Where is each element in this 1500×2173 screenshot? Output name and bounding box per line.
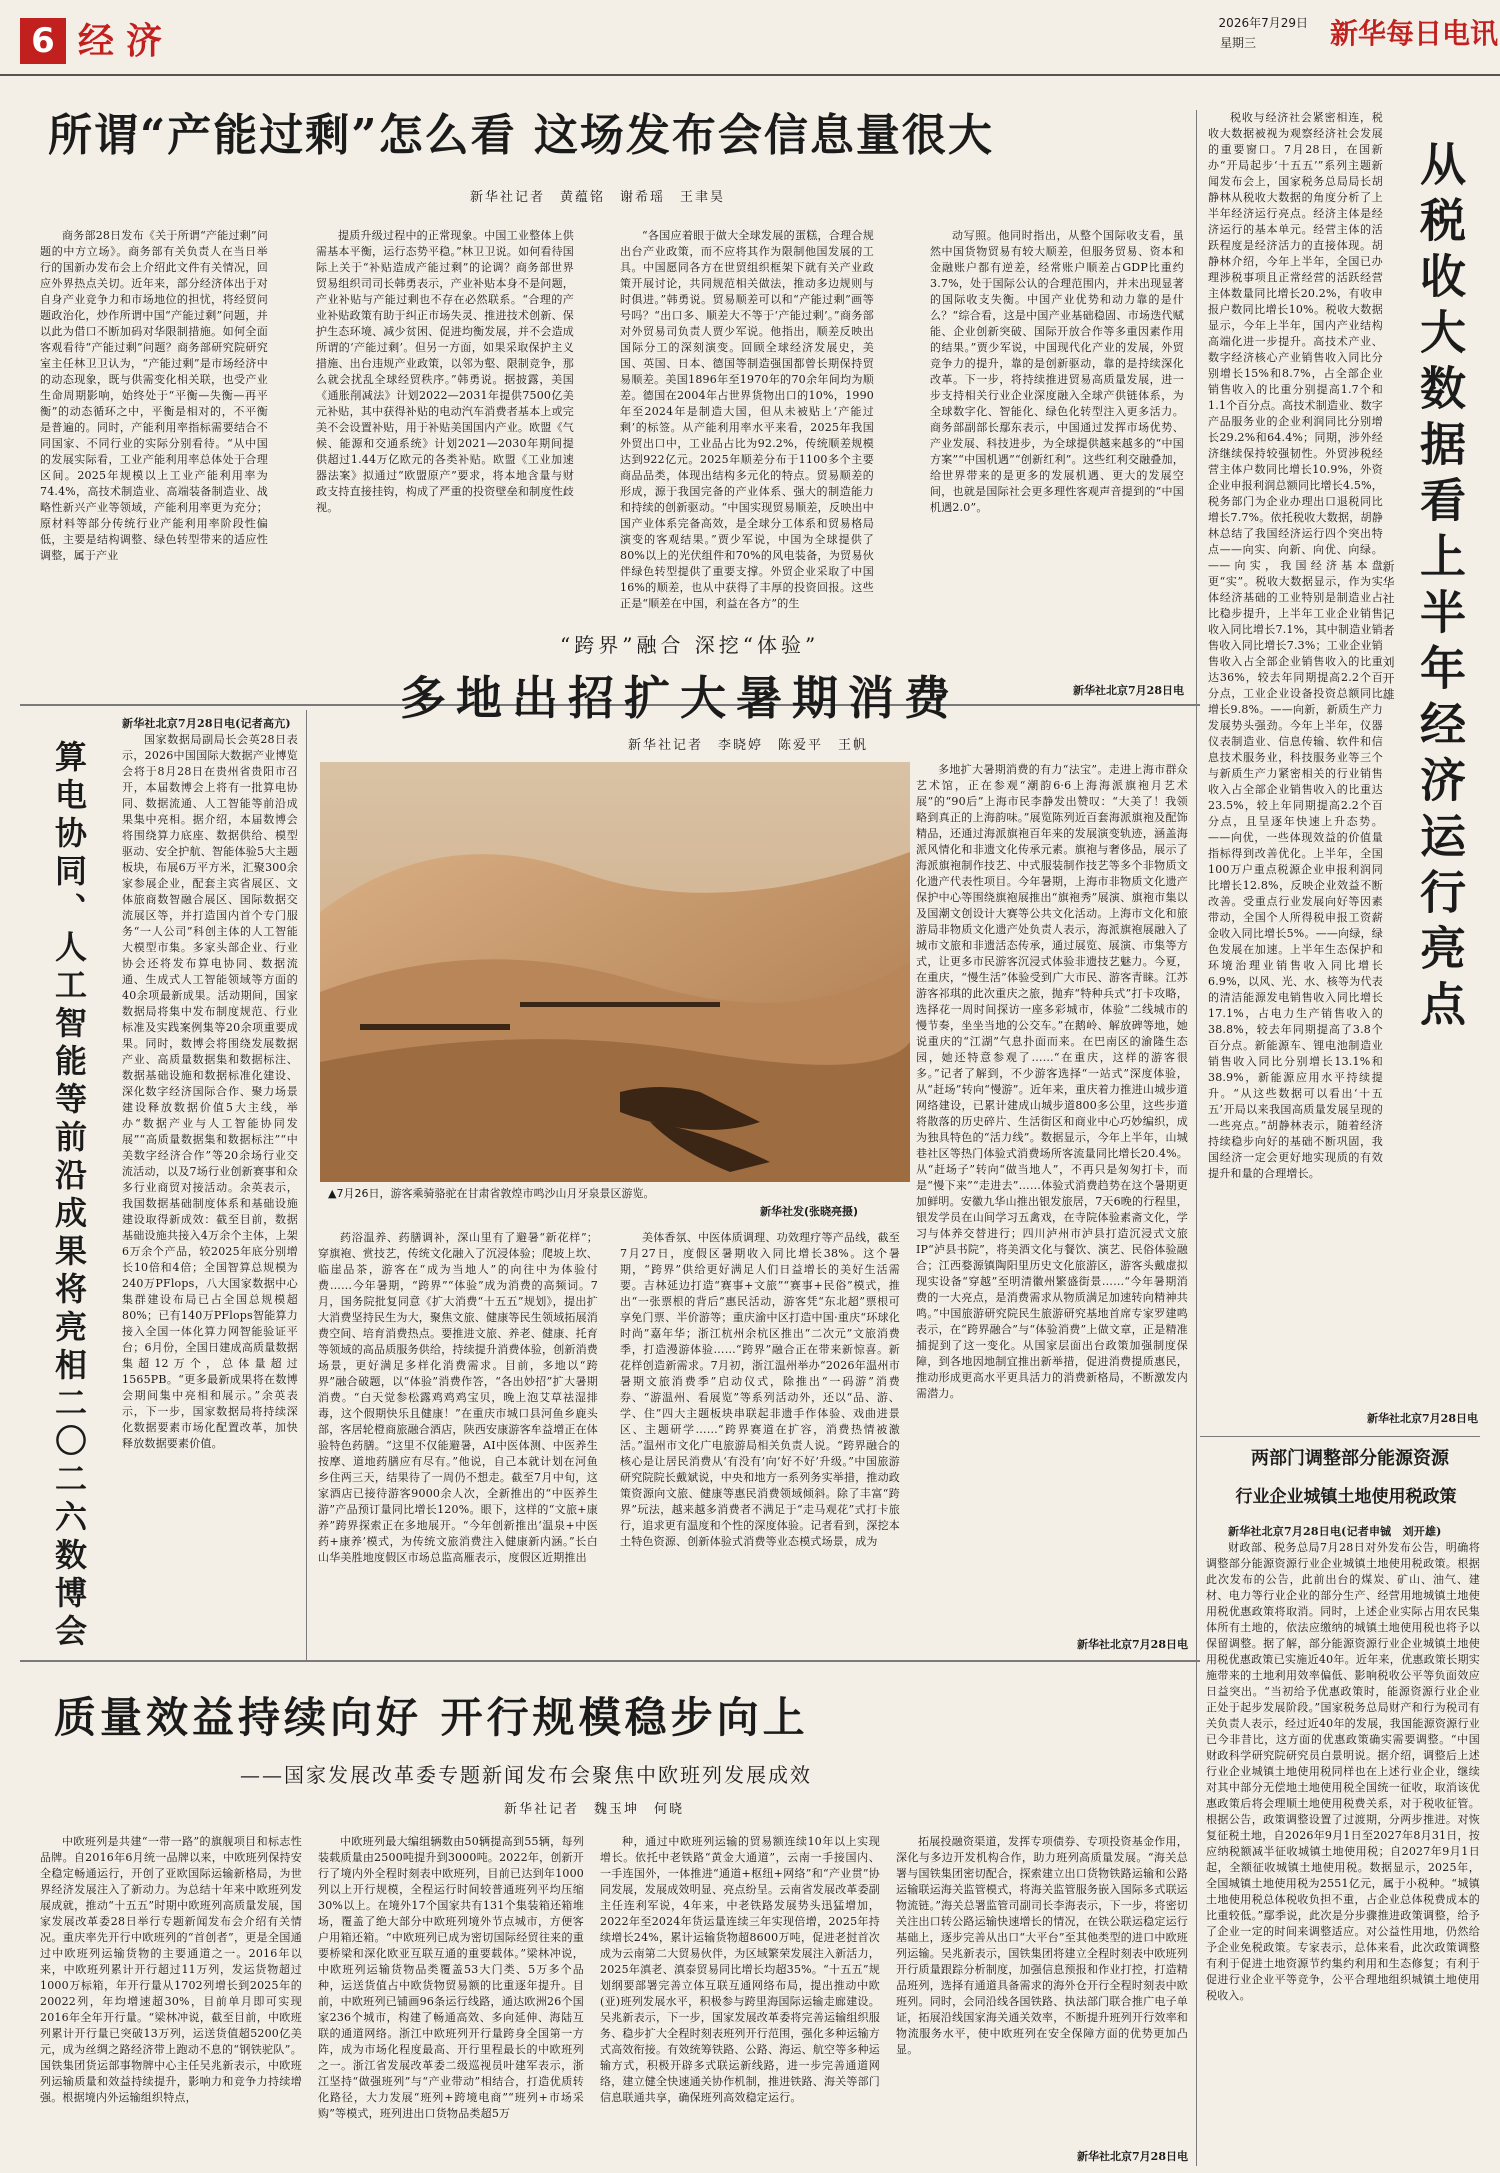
- right2-body: 新华社北京7月28日电(记者申铖 刘开雄) 财政部、税务总局7月28日对外发布公告，明确将调整部分能源资源行业企业城镇土地使用税政策。根据此次发布的公告，此前出台的煤炭、矿山、油气、建材、电力等行业企业的部分生产、经营用地城镇土地使用税优惠政策将取消。同时，上述企业实际占用农民集体所有土地的，依法应缴纳的城镇土地使用税也将予以保留调整。据了解，部分能源资源行业企业城镇土地使用税优惠政策已实施近40年。近年来，优惠政策长期实施带来的土地利用效率偏低、影响税收公平等负面效应日益突出。“当初给予优惠政策时，能源资源行业企业正处于起步发展阶段。”国家税务总局财产和行为税司有关负责人表示，经过近40年的发展，我国能源资源行业已今非昔比，这方面的优惠政策确实需要调整。“中国财政科学研究院研究员白景明说。据介绍，调整后上述行业企业城镇土地使用税同样也在上述行业企业，继续对其中部分无偿地土地使用税全国统一征收，取消该优惠政策后将会理顺土地使用税费关系，对于税收征管。根据公告，政策调整设置了过渡期，分两步推进。对恢复征税土地，自2026年9月1日至2027年8月31日，按应纳税额减半征收城镇土地使用税；自2027年9月1日起，全额征收城镇土地使用税。数据显示，2025年，全国城镇土地使用税为2551亿元，属于小税种。“城镇土地使用税总体税收负担不重，占企业总体税费成本的比重较低。”鄢季说，此次是分步骤推进政策调整，给予了企业一定的时间来调整适应。对公益性用地，仍然给予企业免税政策。专家表示，总体来看，此次政策调整有利于促进土地资源节约集约利用和生态修复；有利于促进行业企业平等竞争，公平合理地组织城镇土地使用税收入。: [1206, 1525, 1480, 2002]
- bottom-byline: 新华社记者 魏玉坤 何晓: [504, 1802, 685, 1817]
- article1-title: 所谓“产能过剩”怎么看 这场发布会信息量很大: [48, 110, 994, 161]
- article1-col4: 动写照。他同时指出，从整个国际收支看，虽然中国货物贸易有较大顺差，但服务贸易、资本和金融账户都有逆差，经常账户顺差占GDP比重约3.7%，处于国际公认的合理范围内，并未出现显著的国际收支失衡。中国产业优势和动力靠的是什么？“综合看，这是中国产业基础稳固、市场迭代赋能、企业创新突破、国际开放合作等多重因素作用的结果。”贾少军说，中国现代化产业的发展，外贸竞争力的提升，靠的是创新驱动，靠的是持续深化改革。下一步，将持续推进贸易高质量发展，进一步支持相关行业企业深度融入全球产供链体系，为全球数字化、智能化、绿色化转型注入更多活力。商务部副部长鄢东表示，中国通过发挥市场优势、产业发展、科技进步，为全球提供越来越多的“中国方案”“中国机遇”“创新红利”。这些红利交融叠加，给世界带来的是更多的发展机遇、更大的发展空间，也就是国际社会更多理性客观声音提到的“中国机遇2.0”。: [930, 229, 1184, 514]
- right1-body: 税收与经济社会紧密相连，税收大数据被视为观察经济社会发展的重要窗口。7月28日，在国新办“开局起步‘十五五’”系列主题新闻发布会上，国家税务总局局长胡静林从税收大数据的角度分析了上半年经济运行亮点。经济主体是经济运行的基本单元。经营主体的活跃程度是经济活力的直接体现。胡静林介绍，今年上半年，全国已办理涉税事项且正常经营的活跃经营主体数量同比增长20.2%，有收申报户数同比增长10%。税收大数据显示，今年上半年，国内产业结构高端化进一步提升。高技术产业、数字经济核心产业销售收入同比分别增长15%和8.7%，占全部企业销售收入的比重分别提高1.7个和1.1个百分点。高技术制造业、数字产品服务业的企业利润同比分别增长29.2%和64.4%；同期，涉外经济继续保持较强韧性。外贸涉税经营主体户数同比增长10.9%，外资企业申报利润总额同比增长4.5%，税务部门为企业办理出口退税同比增长7.7%。依托税收大数据，胡静林总结了我国经济运行四个突出特点——向实、向新、向优、向绿。——向实，我国经济基本盘更“实”。税收大数据显示，作为实体经济基础的工业特别是制造业占比稳步提升，上半年工业企业销售收入同比增长7.1%，其中制造业销售收入同比增长7.3%；工业企业销售收入占全部企业销售收入的比重达36%，较去年同期提高2.2个百分点，工业企业设备投资总额同比增长9.8%。——向新，新质生产力发展势头强劲。今年上半年，仪器仪表制造业、信息传输、软件和信息技术服务业，科技服务业等三个与新质生产力紧密相关的行业销售收入占全部企业销售收入的比重达23.5%，较上年同期提高2.2个百分点，且呈逐年快速上升态势。——向优，一些体现效益的价值量指标得到改善优化。上半年，全国100万户重点税源企业申报利润同比增长12.8%，反映企业效益不断改善。受重点行业发展向好等因素带动，全国个人所得税申报工资薪金收入同比增长5%。——向绿，绿色发展在加速。上半年生态保护和环境治理业销售收入同比增长6.9%，以风、光、水、核等为代表的清洁能源发电销售收入同比增长17.1%，占电力生产销售收入的38.8%，较去年同期提高了3.8个百分点。新能源车、锂电池制造业销售收入同比分别增长13.1%和38.9%，新能源应用水平持续提升。“从这些数据可以看出‘十五五’开局以来我国高质量发展呈现的一些亮点。”胡静林表示，随着经济持续稳步向好的基础不断巩固，我国经济一定会更好地实现质的有效提升和量的合理增长。: [1208, 111, 1383, 1180]
- divider-left-vertical: [306, 710, 307, 1660]
- divider-right2: [1200, 1436, 1480, 1437]
- left-article-title: 算电协同、人工智能等前沿成果将亮相二〇二六数博会: [50, 740, 88, 1652]
- article1-col1: 商务部28日发布《关于所谓“产能过剩”问题的中方立场》。商务部有关负责人在当日举行的国新办发布会上介绍此文件有关情况，回应外界热点关切。近年来，部分经济体出于对自身产业竞争力和市场地位的担忧，将经贸问题政治化，炒作所谓中国“产能过剩”问题，并以此为借口不断加码对华限制措施。如何全面客观看待“产能过剩”问题？商务部研究院研究室主任林卫卫认为，“产能过剩”是市场经济中的动态现象，既与供需变化相关联，也受产业生命周期影响，始终处于“平衡—失衡—再平衡”的动态循环之中，平衡是相对的，不平衡是普遍的。同时，产能利用率指标需要结合不同国家、不同行业的实际分别看待。“从中国的发展实际看，工业产能利用率总体处于合理区间。2025年规模以上工业产能利用率为74.4%，高技术制造业、高端装备制造业、战略性新兴产业等领域，产能利用率更为充分；原材料等部分传统行业产能利用率阶段性偏低，主要是结构调整、绿色转型带来的适应性调整，属于产业: [40, 229, 268, 562]
- right2-title-line2: 行业企业城镇土地使用税政策: [1235, 1487, 1457, 1507]
- center-byline: 新华社记者 李晓婷 陈爱平 王帆: [628, 738, 869, 753]
- left-article-body: 新华社北京7月28日电(记者高亢) 国家数据局副局长会英28日表示，2026中国国际大数据产业博览会将于8月28日在贵州省贵阳市召开，本届数博会上将有一批算电协同、数据流通、人工智能等前沿成果集中亮相。据介绍，本届数博会将围绕算力底座、数据供给、模型驱动、安全护航、智能体验5大主题板块，布展6万平方米，汇聚300余家参展企业，配套主宾省展区、文体旅商数智融合展区、国际数据交流展区等，并打造国内首个专门服务“一人公司”科创主体的人工智能大模型市集。多家头部企业、行业协会还将发布算电协同、数据流通、生成式人工智能领域等方面的40余项最新成果。活动期间，国家数据局将集中发布制度规范、行业标准及实践案例集等20余项重要成果。同时，数博会将围绕发展数据产业、高质量数据集和数据标注、数据基础设施和数据标准化建设、深化数字经济国际合作、聚力场景建设释放数据价值5大主线，举办“数据产业与人工智能协同发展”“高质量数据集和数据标注”“中美数字经济合作”等20余场行业交流活动，以及7场行业创新赛事和众多行业商贸对接活动。余英表示，我国数据基础制度体系和基础设施建设取得新成效：截至目前，数据基础设施共接入4万余个主体，上架6万余个产品，较2025年底分别增长10倍和4倍；全国智算总规模为240万PFlops，八大国家数据中心集群建设布局已占全国总规模超80%；已有140万PFlops智能算力接入全国一体化算力网智能验证平台；6月份，全国日建成高质量数据集超12万个，总体量超过1565PB。“更多最新成果将在数博会期间集中亮相和展示。”余英表示，下一步，国家数据局将持续深化数据要素市场化配置改革，加快释放数据要素价值。: [122, 717, 298, 1450]
- right1-byline: 新华社记者 刘开雄: [1381, 560, 1395, 704]
- bottom-title: 质量效益持续向好 开行规模稳步向上: [54, 1693, 809, 1742]
- page-header: [0, 0, 1500, 76]
- issue-weekday: 星期三: [1220, 36, 1257, 50]
- bottom-col4: 拓展投融资渠道，发挥专项债券、专项投资基金作用，深化与多边开发机构合作，助力班列高质量发展。“海关总署与国铁集团密切配合，探索建立出口货物铁路运输和公路运输联运海关监管模式，将海关监管服务嵌入国际多式联运物流链。”海关总署监管司副司长李海表示，下一步，将密切关注出口转公路运输快速增长的情况，在铁公联运稳定运行基础上，逐步完善从出口“大平台”至其他类型的进口中欧班列运输。吴兆新表示，国铁集团将建立全程时刻表中欧班列开行质量跟踪分析制度，加强信息预报和作业打控，打造精品班列，选择有通道具备需求的海外仓开行全程时刻表中欧班列。同时，会同沿线各国铁路、执法部门联合推广电子单证，拓展沿线国家海关通关效率，不断提升班列开行效率和物流服务水平，使中欧班列在安全保障方面的优势更加凸显。: [896, 1835, 1188, 2056]
- issue-date: 2026年7月29日: [1218, 16, 1308, 30]
- article1-sign: 新华社北京7月28日电: [1073, 684, 1184, 697]
- center-sign: 新华社北京7月28日电: [1077, 1638, 1188, 1651]
- divider-right-vertical: [1196, 110, 1197, 1440]
- bottom-col1: 中欧班列是共建“一带一路”的旗舰项目和标志性品牌。自2016年6月统一品牌以来，中欧班列保持安全稳定畅通运行，开创了亚欧国际运输新格局，为世界经济发展注入了新动力。为总结十年来中欧班列发展成就，推动“十五五”时期中欧班列高质量发展，国家发展改革委28日举行专题新闻发布会介绍有关情况。重庆率先开行中欧班列的“首创者”，更是全国通过中欧班列运输货物的主要通道之一。2016年以来，中欧班列累计开行超过11万列，发运货物超过1000万标箱，年开行量从1702列增长到2025年的20022列，年均增速超30%，目前单月即可实现2016年全年开行量。“梁林冲说，截至目前，中欧班列累计开行量已突破13万列，运送货值超5200亿美元，成为丝绸之路经济带上跑动不息的“钢铁驼队”。国铁集团货运部事物牌中心主任吴兆新表示，中欧班列运输质量和效益持续提升，影响力和竞争力持续增强。根据境内外运输组织特点，: [40, 1835, 302, 2104]
- article1-col3: “各国应着眼于做大全球发展的蛋糕，合理合规出台产业政策，而不应将其作为限制他国发展的工具。中国愿同各方在世贸组织框架下就有关产业政策开展讨论，共同规范相关做法，推动多边规则与时俱进。”韩勇说。贸易顺差可以和“产能过剩”画等号吗？“出口多、顺差大不等于‘产能过剩’。”商务部对外贸易司负责人贾少军说。他指出，顺差反映出国际分工的深刻演变。回顾全球经济发展史，美国、英国、日本、德国等制造强国都曾长期保持贸易顺差。美国1896年至1970年的70余年间均为顺差。德国在2004年占世界货物出口的10%，1990年至2024年是制造大国，但从未被贴上‘产能过剩’的标签。从产能利用率水平来看，2025年我国外贸出口中，工业品占比为92.2%，传统顺差规模达到922亿元。2025年顺差分布于1100多个主要商品品类，体现出结构多元化的特点。贸易顺差的形成，源于我国完备的产业体系、强大的制造能力和持续的创新驱动。“中国实现贸易顺差，反映出中国产业体系完备高效，是全球分工体系和贸易格局演变的客观结果。”贾少军说，中国为全球提供了80%以上的光伏组件和70%的风电装备，为贸易伙伴绿色转型提供了重要支撑。外贸企业采取了中国16%的顺差，也从中获得了丰厚的投资回报。这些正是“顺差在中国，利益在各方”的生: [620, 229, 874, 610]
- page-number: 6: [20, 18, 66, 64]
- divider-bottom-right: [1196, 1436, 1197, 2166]
- right1-title: 从税收大数据看上半年经济运行亮点: [1413, 140, 1467, 1036]
- desert-photo-graphic: [320, 762, 910, 1182]
- bottom-sign: 新华社北京7月28日电: [1077, 2150, 1188, 2163]
- desert-camel-photo: [320, 762, 910, 1182]
- photo-credit: 新华社发(张晓亮摄): [760, 1205, 859, 1218]
- center-col1: 药浴温养、药膳调补，深山里有了避暑“新花样”；穿旗袍、赏技艺，传统文化融入了沉浸体验；爬坡上坎、临崖品茶，游客在“成为当地人”的向往中为体验付费……今年暑期，“跨界”“体验”成为消费的高频词。7月，国务院批复同意《扩大消费“十五五”规划》，提出扩大消费坚持民生为大，聚焦文旅、健康等民生领域拓展消费空间、培育消费热点。要推进文旅、养老、健康、托育等领域的高品质服务供给，持续提升消费体验，创新消费场景，更好满足多样化消费需求。目前，多地以“跨界”融合破题，以“体验”消费作答，“各出妙招”扩大暑期消费。“白天觉参松露鸡鸡鸡宝贝，晚上泡艾草祛湿排毒，这个假期快乐且健康！”在重庆市城口县河鱼乡鹿头部，客居轮橙商旅融合酒店，陕西安康游客牟益增正在体验特色药膳。“这里不仅能避暑，AI中医体测、中医养生按摩、道地药膳应有尽有。”他说，自己本就计划在河鱼乡住两三天，结果待了一周仍不想走。截至7月中旬，这家酒店已接待游客9000余人次，全新推出的“中医养生游”产品预订量同比增长120%。眼下，这样的“文旅+康养”跨界探索正在多地展开。“今年创新推出‘温泉+中医药+康养’模式，为传统文旅消费注入健康新内涵。”长白山华美胜地度假区市场总监高雁表示，度假区近期推出: [318, 1231, 598, 1564]
- article1-byline: 新华社记者 黄蕴铭 谢希瑶 王聿昊: [470, 190, 726, 205]
- bottom-subtitle: ——国家发展改革委专题新闻发布会聚焦中欧班列发展成效: [240, 1763, 812, 1787]
- center-title: 多地出招扩大暑期消费: [400, 671, 960, 725]
- photo-caption: ▲7月26日，游客乘骑骆驼在甘肃省敦煌市鸣沙山月牙泉景区游览。: [328, 1187, 655, 1200]
- bottom-col3: 种，通过中欧班列运输的贸易额连续10年以上实现增长。依托中老铁路“黄金大通道”，云南一手接国内、一手连国外，一体推进“通道+枢纽+网络”和“产业贯”协同发展，发展成效明显、亮点纷呈。云南省发展改革委副主任连利军说，4年来，中老铁路发展势头迅猛增加，2022年至2024年货运量连续三年实现倍增，2025年持续增长24%，累计运输货物超8600万吨，促进老挝首次成为云南第二大贸易伙伴，为区域繁荣发展注入新活力，2025年滇老、滇泰贸易同比增长均超35%。“十五五”规划纲要部署完善立体互联互通网络布局，提出推动中欧(亚)班列发展水平，积极参与跨里海国际运输走廊建设。吴兆新表示，下一步，国家发展改革委将完善运输组织服务、稳步扩大全程时刻表班列开行范围，强化多种运输方式高效衔接。有效统筹铁路、公路、海运、航空等多种运输方式，积极开辟多式联运新线路，进一步完善通道网络，建立健全快速通关协作机制，推进铁路、海关等部门信息联通共享，确保班列高效稳定运行。: [600, 1835, 880, 2104]
- section-title: 经济: [78, 20, 175, 62]
- center-col3: 多地扩大暑期消费的有力“法宝”。走进上海市群众艺术馆，正在参观“潮韵6·6上海海派旗袍月艺术展”的“90后”上海市民李静发出赞叹：“大美了！我领略到真正的上海韵味。”展览陈列近百套海派旗袍及配饰精品，还通过海派旗袍百年来的发展演变轨迹，涵盖海派风情化和非遗文化传承元素。旗袍与奢侈品，展示了海派旗袍制作技艺、中式服装制作技艺等多个非物质文化遗产代表性项目。今年暑期，上海市非物质文化遗产保护中心等围绕旗袍展推出“旗袍秀”展演、旗袍市集以及国潮文创设计大赛等公共文化活动。上海市文化和旅游局非物质文化遗产处负责人表示，海派旗袍展融入了城市文旅和非遗活态传承，通过展览、展演、市集等方式，让更多市民游客沉浸式体验非遗技艺魅力。今夏，在重庆，“慢生活”体验受到广大市民、游客青睐。江苏游客祁琪的此次重庆之旅，抛弃“特种兵式”打卡攻略，选择花一周时间探访一座多彩城市，体验“二线城市的慢节奏，坐坐当地的公交车。”在鹅岭、解放碑等地，她说重庆的“江湖”气息扑面而来。在巴南区的渝隆生态园，她还特意参观了……“在重庆，这样的游客很多。”记者了解到，不少游客选择“一站式”深度体验，从“赶场”转向“慢游”。近年来，重庆着力推进山城步道网络建设，已累计建成山城步道800多公里，这些步道将散落的历史碎片、生活街区和商业中心巧妙编织，成为独具特色的“活力线”。数据显示，今年上半年，山城巷社区等热门体验式消费场所客流量同比增长20.4%。从“赶场子”转向“做当地人”，不再只是匆匆打卡，而是“慢下来”“走进去”……体验式消费趋势在这个暑期更加鲜明。安徽九华山推出银发旅居，7天6晚的行程里，银发学员在山间学习五禽戏，在寺院体验素斋文化，学习与体养交替进行；四川泸州市泸县打造沉浸式文旅IP“泸县书院”，将美酒文化与餐饮、演艺、民俗体验融合；江西婺源镇陶阳里历史文化旅游区，游客头戴虚拟现实设备“穿越”至明清徽州繁盛街景……“今年暑期消费的一大亮点，是消费需求从物质满足加速转向精神共鸣。”中国旅游研究院民生旅游研究基地首席专家罗建鸣表示，在“跨界融合”与“体验消费”上做文章，正是精准捕捉到了这一变化。从国家层面出台政策加强制度保障，到各地因地制宜推出新举措，促进消费提质惠民，推动形成更高水平更具活力的消费新格局，不断激发内需潜力。: [916, 763, 1188, 1400]
- bottom-col2: 中欧班列最大编组辆数由50辆提高到55辆，每列装载质量由2500吨提升到3000吨。2022年，创新开行了境内外全程时刻表中欧班列，目前已达到年1000列以上开行规模，全程运行时间较普通班列平均压缩30%以上。在境外17个国家共有131个集装箱还箱堆场，覆盖了绝大部分中欧班列境外节点城市，方便客户用箱还箱。“中欧班列已成为密切国际经贸往来的重要桥梁和深化欧亚互联互通的重要载体。”梁林冲说，中欧班列运输货物品类覆盖53大门类、5万多个品种，运送货值占中欧货物贸易额的比重逐年提升。目前，中欧班列已铺画96条运行线路，通达欧洲26个国家236个城市，构建了畅通高效、多向延伸、海陆互联的通道网络。浙江中欧班列开行量跨身全国第一方阵，成为市场化程度最高、开行里程最长的中欧班列之一。浙江省发展改革委二级巡视员叶建军表示，浙江坚持“做强班列”与“产业带动”相结合，打造优质转化路径，大力发展“班列+跨境电商”“班列+市场采购”等模式，班列进出口货物品类超5万: [318, 1835, 584, 2120]
- center-kicker: “跨界”融合 深挖“体验”: [560, 633, 820, 657]
- divider-center: [20, 1660, 1200, 1662]
- center-col2: 美体香氛、中医体质调理、功效理疗等产品线，截至7月27日，度假区暑期收入同比增长38%。这个暑期，“跨界”供给更好满足人们日益增长的美好生活需要。吉林延边打造“赛事+文旅”“赛事+民俗”模式，推出“一张票根的背后”惠民活动，游客凭“东北超”票根可享免门票、半价游等；重庆渝中区打造中国·重庆“环球化时尚”嘉年华；浙江杭州余杭区推出“二次元”文旅消费季，打造漫游体验……“跨界”融合正在带来新惊喜。新花样创造新需求。7月初，浙江温州举办“2026年温州市暑期文旅消费季”启动仪式，除推出“一码游”消费券、“游温州、看展览”等系列活动外，还以“品、游、学、住”四大主题板块串联起非遗手作体验、戏曲进景区、主题研学……“跨界赛道在扩容，消费热情被激活。”温州市文化广电旅游局相关负责人说。“跨界融合的核心是让居民消费从‘有没有’向‘好不好’升级。”中国旅游研究院院长戴斌说，中央和地方一系列务实举措，推动政策资源向文旅、健康等惠民消费领域倾斜。除了丰富“跨界”玩法，越来越多消费者不满足于“走马观花”式打卡旅行，追求更有温度和个性的深度体验。记者看到，深挖本土特色资源、创新体验式消费等业态模式场景，成为: [620, 1231, 900, 1548]
- article1-col2: 提质升级过程中的正常现象。中国工业整体上供需基本平衡，运行态势平稳。”林卫卫说。如何看待国际上关于“补贴造成产能过剩”的论调？商务部世界贸易组织司司长韩勇表示，产业补贴本身不是问题，产业补贴与产能过剩也不存在必然联系。“合理的产业补贴政策有助于纠正市场失灵、推进技术创新、保护生态环境、减少贫困、促进均衡发展，并不会造成所谓的‘产能过剩’。但另一方面，如果采取保护主义措施、出台违规产业政策，以邻为壑、限制竞争，那么就会扰乱全球经贸秩序。”韩勇说。据披露，美国《通胀削减法》计划2022—2031年提供7500亿美元补贴，其中获得补贴的电动汽车消费者基本上或完美不会设置补贴，用于补贴美国国内产业。欧盟《气候、能源和交通系统》计划2021—2030年期间提供超过1.44万亿欧元的各类补贴。欧盟《工业加速器法案》拟通过“欧盟原产”要求，将本地含量与财政支持直接挂钩，构成了严重的投资壁垒和制度性歧视。: [316, 229, 574, 514]
- right1-sign: 新华社北京7月28日电: [1367, 1412, 1478, 1425]
- right2-title-line1: 两部门调整部分能源资源: [1251, 1448, 1449, 1469]
- newspaper-masthead: 新华每日电讯: [1330, 17, 1499, 50]
